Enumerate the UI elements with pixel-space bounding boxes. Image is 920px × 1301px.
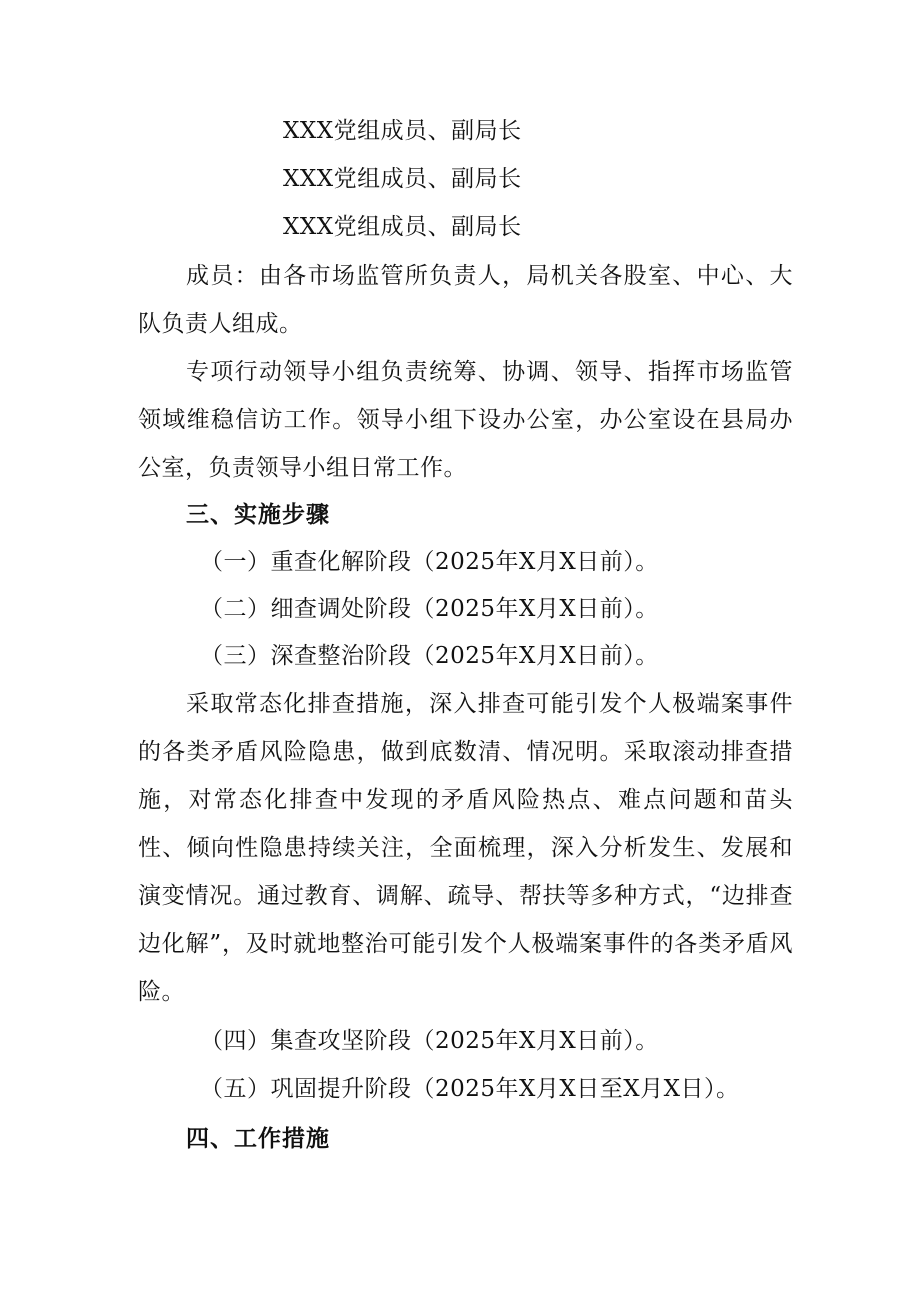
section-heading-4: 四、工作措施 <box>186 1126 330 1152</box>
measures-paragraph: 采取常态化排查措施，深入排查可能引发个人极端案事件的各类矛盾风险隐患，做到底数清、情况明。采取滚动排查措施，对常态化排查中发现的矛盾风险热点、难点问题和苗头性、倾向性隐患持续关注，全面梳理，深入分析发生、发展和演变情况。通过教育、调解、疏导、帮扶等多种方式，“边排查边化解”，及时就地整治可能引发个人极端案事件的各类矛盾风险。 <box>138 691 793 1005</box>
section-heading-3: 三、实施步骤 <box>186 502 330 528</box>
composition-paragraph: 成员：由各市场监管所负责人，局机关各股室、中心、大队负责人组成。 <box>138 263 793 337</box>
stage-4: （四）集查攻坚阶段（2025年X月X日前）。 <box>200 1028 659 1054</box>
stage-3: （三）深查整治阶段（2025年X月X日前）。 <box>200 643 659 669</box>
stage-5: （五）巩固提升阶段（2025年X月X日至X月X日）。 <box>200 1076 740 1102</box>
member-line-1: XXX党组成员、副局长 <box>283 118 522 144</box>
member-line-2: XXX党组成员、副局长 <box>283 166 522 192</box>
stage-2: （二）细查调处阶段（2025年X月X日前）。 <box>200 596 659 622</box>
responsibility-paragraph: 专项行动领导小组负责统筹、协调、领导、指挥市场监管领域维稳信访工作。领导小组下设办公室，办公室设在县局办公室，负责领导小组日常工作。 <box>138 359 793 481</box>
member-line-3: XXX党组成员、副局长 <box>283 214 522 240</box>
stage-1: （一）重查化解阶段（2025年X月X日前）。 <box>200 549 659 575</box>
